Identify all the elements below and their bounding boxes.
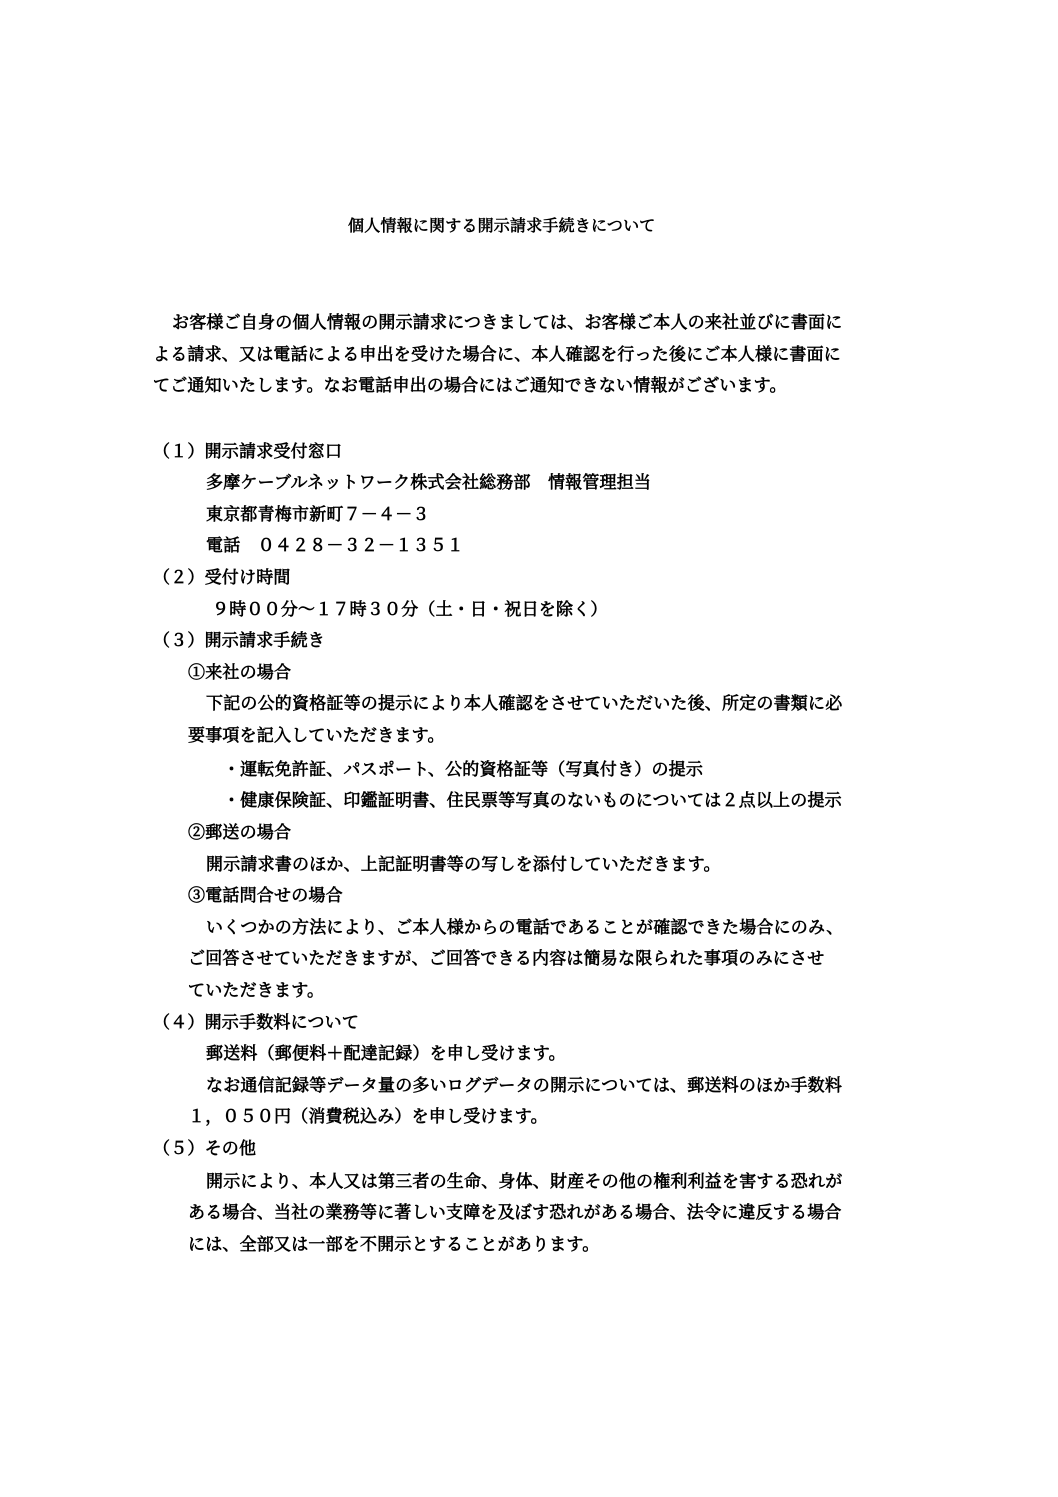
section-5-heading: （５）その他 — [153, 1139, 257, 1159]
visit-text-line-1: 下記の公的資格証等の提示により本人確認をさせていただいた後、所定の書類に必 — [206, 694, 843, 714]
intro-line-2: よる請求、又は電話による申出を受けた場合に、本人確認を行った後にご本人様に書面に — [153, 345, 841, 365]
section-1-heading: （１）開示請求受付窓口 — [153, 442, 343, 462]
section-1-address: 東京都青梅市新町７－４－３ — [206, 505, 430, 525]
section-3-heading: （３）開示請求手続き — [153, 631, 325, 651]
phone-text-line-2: ご回答させていただきますが、ご回答できる内容は簡易な限られた事項のみにさせ — [188, 949, 825, 969]
visit-text-line-2: 要事項を記入していただきます。 — [188, 726, 445, 746]
section-5-text-line-1: 開示により、本人又は第三者の生命、身体、財産その他の権利利益を害する恐れが — [206, 1172, 843, 1192]
phone-heading: ③電話問合せの場合 — [188, 886, 343, 906]
section-2-hours: ９時００分～１７時３０分（土・日・祝日を除く） — [212, 600, 608, 620]
mail-heading: ②郵送の場合 — [188, 823, 292, 843]
phone-text-line-3: ていただきます。 — [188, 981, 325, 1001]
intro-line-1: お客様ご自身の個人情報の開示請求につきましては、お客様ご本人の来社並びに書面に — [172, 313, 843, 333]
section-4-heading: （４）開示手数料について — [153, 1013, 360, 1033]
section-4-text-line-3: １，０５０円（消費税込み）を申し受けます。 — [188, 1107, 548, 1127]
phone-text-line-1: いくつかの方法により、ご本人様からの電話であることが確認できた場合にのみ、 — [206, 918, 844, 938]
section-4-text-line-2: なお通信記録等データ量の多いログデータの開示については、郵送料のほか手数料 — [206, 1076, 843, 1096]
visit-heading: ①来社の場合 — [188, 663, 292, 683]
page-title: 個人情報に関する開示請求手続きについて — [348, 216, 656, 235]
section-1-org: 多摩ケーブルネットワーク株式会社総務部 情報管理担当 — [206, 473, 652, 493]
mail-text: 開示請求書のほか、上記証明書等の写しを添付していただきます。 — [206, 855, 721, 875]
section-2-heading: （２）受付け時間 — [153, 568, 291, 588]
section-5-text-line-2: ある場合、当社の業務等に著しい支障を及ぼす恐れがある場合、法令に違反する場合 — [188, 1203, 842, 1223]
visit-bullet-1: ・運転免許証、パスポート、公的資格証等（写真付き）の提示 — [223, 760, 704, 780]
intro-line-3: てご通知いたします。なお電話申出の場合にはご通知できない情報がございます。 — [153, 376, 787, 396]
section-1-phone: 電話 ０４２８－３２－１３５１ — [206, 536, 464, 556]
section-5-text-line-3: には、全部又は一部を不開示とすることがあります。 — [188, 1235, 600, 1255]
visit-bullet-2: ・健康保険証、印鑑証明書、住民票等写真のないものについては２点以上の提示 — [223, 791, 842, 811]
section-4-text-line-1: 郵送料（郵便料＋配達記録）を申し受けます。 — [206, 1044, 566, 1064]
